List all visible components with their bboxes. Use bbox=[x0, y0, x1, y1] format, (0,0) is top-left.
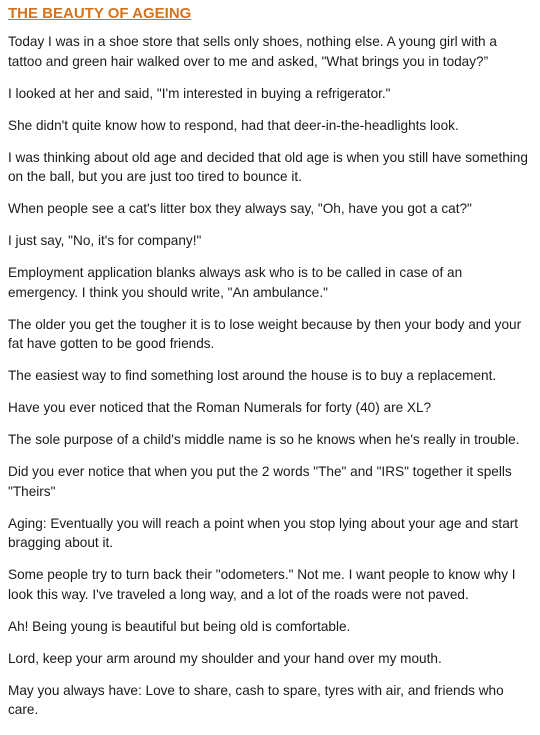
paragraph-young-and-old: Ah! Being young is beautiful but being old is comfortable. bbox=[8, 618, 351, 634]
paragraph-litter-box: When people see a cat's litter box they always say, "Oh, have you got a cat?" bbox=[8, 201, 472, 216]
paragraph-for-company: I just say, "No, it's for company!" bbox=[8, 233, 202, 248]
paragraph-the-irs: Did you ever notice that when you put the 2 words "The" and "IRS" together it spells "Theirs" bbox=[8, 464, 512, 499]
paragraph-shoe-store: Today I was in a shoe store that sells only shoes, nothing else. A young girl with a tattoo and green hair walked over to me and asked, "What brings you in today?” bbox=[8, 34, 497, 69]
paragraph-odometers: Some people try to turn back their "odometers." Not me. I want people to know why I look this way. I've traveled a long way, and a lot of the roads were not paved. bbox=[8, 567, 516, 602]
paragraph-may-you-always-have: May you always have: Love to share, cash to spare, tyres with air, and friends who care. bbox=[8, 682, 504, 717]
paragraph-aging-bragging: Aging: Eventually you will reach a point when you stop lying about your age and start bragging about it. bbox=[8, 515, 519, 550]
paragraph-old-age: I was thinking about old age and decided that old age is when you still have something on the ball, but you are just too tired to bounce it. bbox=[8, 149, 528, 184]
paragraph-middle-name: The sole purpose of a child's middle name is so he knows when he's really in trouble. bbox=[8, 432, 520, 447]
paragraph-deer-in-headlights: She didn't quite know how to respond, had that deer-in-the-headlights look. bbox=[8, 117, 459, 133]
paragraph-lose-weight: The older you get the tougher it is to lose weight because by then your body and your fat have gotten to be good friends. bbox=[8, 316, 522, 351]
paragraph-lost-items: The easiest way to find something lost around the house is to buy a replacement. bbox=[8, 368, 497, 383]
article-title: THE BEAUTY OF AGEING bbox=[8, 5, 192, 22]
paragraph-refrigerator: I looked at her and said, "I'm interested in buying a refrigerator." bbox=[8, 85, 391, 101]
paragraph-employment-application: Employment application blanks always ask who is to be called in case of an emergency. I think you should write, "An ambulance." bbox=[8, 265, 463, 300]
paragraph-lord: Lord, keep your arm around my shoulder and your hand over my mouth. bbox=[8, 650, 442, 666]
paragraph-roman-numerals: Have you ever noticed that the Roman Numerals for forty (40) are XL? bbox=[8, 400, 432, 415]
